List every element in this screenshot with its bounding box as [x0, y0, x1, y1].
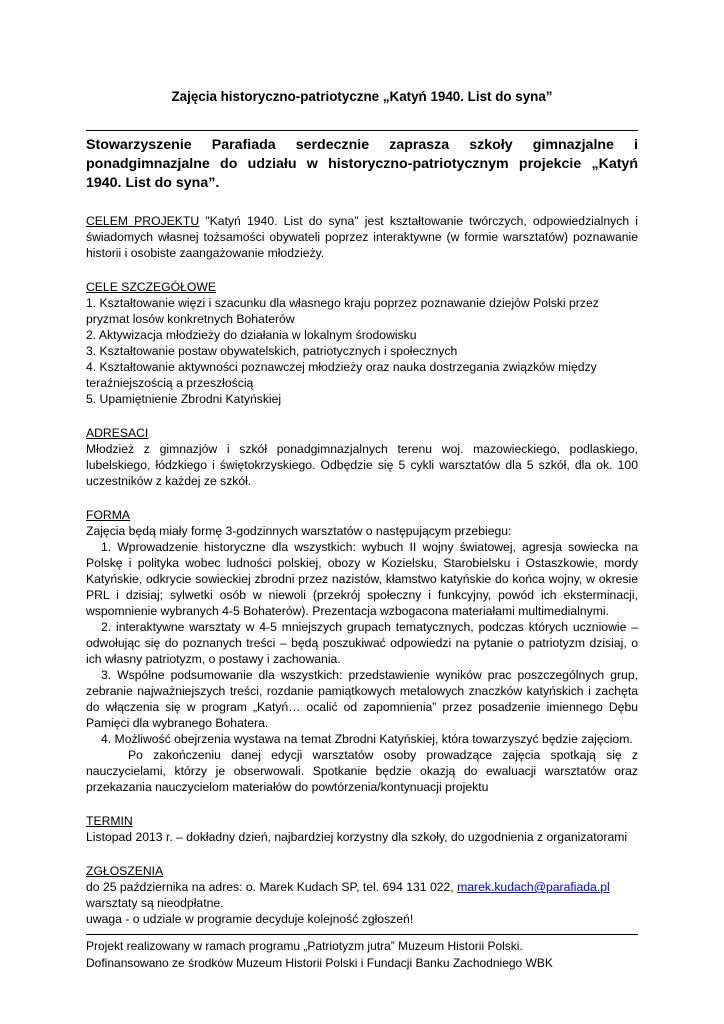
form-lead: Zajęcia będą miały formę 3-godzinnych warsztatów o następującym przebiegu:	[86, 524, 512, 538]
goal-heading: CELEM PROJEKTU	[86, 214, 200, 228]
form-step-item: 2. interaktywne warsztaty w 4-5 mniejszych grupach tematycznych, podczas których uczniowie – odwołując się do poznanych treści – będą poszukiwać odpowiedzi na pytanie o patriotyzm dzisiaj, o ich własny patriotyzm, o postawy i zachowania.	[86, 620, 638, 666]
footer-program-line: Projekt realizowany w ramach programu „Patriotyzm jutra” Muzeum Historii Polski.	[86, 939, 523, 953]
document-title: Zajęcia historyczno-patriotyczne „Katyń 1940. List do syna”	[171, 89, 553, 104]
applications-address: do 25 października na adres: o. Marek Kudach SP, tel. 694 131 022,	[86, 880, 458, 894]
goal-text: "Katyń 1940. List do syna" jest kształtowanie twórczych, odpowiedzialnych i świadomych własnej tożsamości obywateli poprzez interaktywne (w formie warsztatów) poznawanie historii i osobiste zaangażowanie młodzieży.	[86, 214, 638, 260]
term-section	[86, 813, 638, 845]
specific-goal-item: 4. Kształtowanie aktywności poznawczej młodzieży oraz nauka dostrzegania związków między teraźniejszością a przeszłością	[86, 360, 597, 390]
footer-funding-line: Dofinansowano ze środków Muzeum Historii Polski i Fundacji Banku Zachodniego WBK	[86, 956, 553, 970]
form-step-item: 1. Wprowadzenie historyczne dla wszystkich: wybuch II wojny światowej, agresja sowiecka na Polskę i polityka wobec ludności polskiej, obozy w Kozielsku, Starobielsku i Ostaszkowie, mordy Katyńskie, odkrycie sowieckiej zbrodni przez nazistów, kłamstwo katyńskie do końca wojny, w okresie PRL i dzisiaj; sylwetki osób w niewoli (przekrój społeczny i funkcyjny, powód ich eksterminacji, wspomnienie wybranych 4-5 Bohaterów). Prezentacja wzbogacona materiałami multimedialnymi.	[86, 540, 638, 618]
specific-goal-item: 5. Upamiętnienie Zbrodni Katyńskiej	[86, 392, 282, 406]
audience-heading: ADRESACI	[86, 426, 149, 440]
document-footer	[86, 934, 638, 972]
form-heading: FORMA	[86, 508, 131, 522]
form-section	[86, 507, 638, 795]
specific-goals-section	[86, 279, 638, 407]
applications-section	[86, 863, 638, 927]
specific-goal-item: 3. Kształtowanie postaw obywatelskich, patriotycznych i społecznych	[86, 344, 458, 358]
specific-goal-item: 2. Aktywizacja młodzieży do działania w lokalnym środowisku	[86, 328, 417, 342]
invitation-paragraph: Stowarzyszenie Parafiada serdecznie zaprasza szkoły gimnazjalne i ponadgimnazjalne do udziału w historyczno-patriotycznym projekcie „Katyń 1940. List do syna”.	[86, 130, 638, 193]
applications-contact	[86, 879, 638, 895]
applications-order-note: uwaga - o udziale w programie decyduje kolejność zgłoszeń!	[86, 912, 414, 926]
form-step-item: 3. Wspólne podsumowanie dla wszystkich: przedstawienie wyników prac poszczególnych grup, zebranie najważniejszych treści, rozdanie pamiątkowych metalowych znaczków katyńskich i zachęta do włączenia się w program „Katyń… ocalić od zapomnienia” przez posadzenie imiennego Dębu Pamięci dla wybranego Bohatera.	[86, 668, 638, 730]
document-body	[86, 88, 638, 945]
applications-free-note: warsztaty są nieodpłatne.	[86, 896, 224, 910]
audience-section	[86, 425, 638, 489]
form-step-item: 4. Możliwość obejrzenia wystawa na temat Zbrodni Katyńskiej, która towarzyszyć będzie zajęciom.	[101, 732, 633, 746]
term-heading: TERMIN	[86, 814, 133, 828]
goal-section	[86, 213, 638, 261]
form-closing: Po zakończeniu danej edycji warsztatów osoby prowadzące zajęcia spotkają się z nauczycielami, którzy je obserwowali. Spotkanie będzie okazją do ewaluacji warsztatów oraz przekazania nauczycielom materiałów do powtórzenia/kontynuacji projektu	[86, 748, 638, 794]
specific-goals-heading: CELE SZCZEGÓŁOWE	[86, 280, 217, 294]
audience-text: Młodzież z gimnazjów i szkół ponadgimnazjalnych terenu woj. mazowieckiego, podlaskiego, lubelskiego, łódzkiego i świętokrzyskiego. Odbędzie się 5 cykli warsztatów dla 5 szkół, dla ok. 100 uczestników z każdej ze szkół.	[86, 442, 638, 488]
specific-goal-item: 1. Kształtowanie więzi i szacunku dla własnego kraju poprzez poznawanie dziejów Polski przez pryzmat losów konkretnych Bohaterów	[86, 296, 599, 326]
applications-heading: ZGŁOSZENIA	[86, 864, 164, 878]
email-link[interactable]: marek.kudach@parafiada.pl	[457, 880, 610, 894]
term-text: Listopad 2013 r. – dokładny dzień, najbardziej korzystny dla szkoły, do uzgodnienia z organizatorami	[86, 830, 628, 844]
